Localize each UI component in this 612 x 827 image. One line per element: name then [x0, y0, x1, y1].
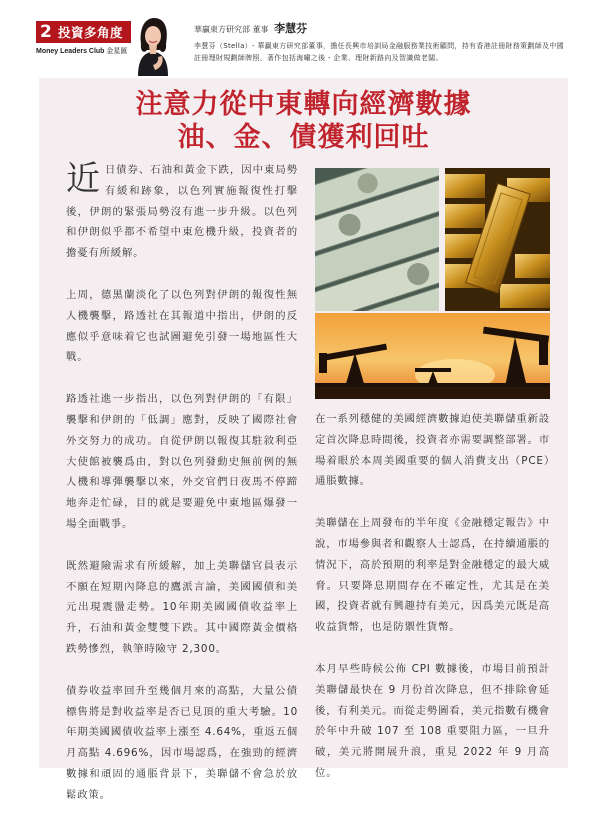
club-name-en: Money Leaders Club [36, 48, 105, 55]
paragraph: 上周，德黑蘭淡化了以色列對伊朗的報復性無人機襲擊，路透社在其報道中指出，伊朗的反應似乎意味着它也試圖避免引發一場地區性大戰。 [66, 288, 298, 364]
paragraph: 既然避險需求有所緩解，加上美聯儲官員表示不願在短期內降息的鷹派言論，美國國債和美元出現震盪走勢。10年期美國國債收益率上升，石油和黃金雙雙下跌。其中國際黃金價格跌勢慘烈，執筆時險守 2,300。 [66, 559, 298, 655]
oil-pumps-photo [315, 313, 550, 399]
right-column [315, 409, 550, 805]
banknotes-photo [315, 168, 439, 311]
author-bio: 李慧芬（Stella）- 華贏東方研究部董事，擔任長興市培訓局金融服務業技術顧問，持有香港註冊財務策劃師及中國註冊理財規劃師牌照，著作包括海嘯之後 - 企業、理財新路向及智識做老闆。 [194, 42, 564, 62]
author-title: 華贏東方研究部 董事 [194, 25, 269, 34]
paragraph: 在一系列穩健的美國經濟數據迫使美聯儲重新設定首次降息時間後，投資者亦需要調整部署。市場着眼於本周美國重要的個人消費支出（PCE）通脹數據。 [315, 413, 551, 488]
section-number: 2 [40, 22, 52, 42]
paragraph: 債券收益率回升至幾個月來的高點，大量公債標售將是對收益率是否已見頂的重大考驗。10 年期美國國債收益率上漲至 4.64%，重返五個月高點 4.696%，因市場認爲，在強勁的經濟數據和頑固的通脹背景下，美聯儲不會急於放鬆政策。 [66, 684, 298, 801]
author-line [194, 20, 564, 36]
section-title: 投資多角度 [58, 25, 124, 40]
gold-bars-photo [445, 168, 550, 311]
section-tag [36, 21, 134, 43]
headline-line-1: 注意力從中東轉向經濟數據 [135, 89, 472, 120]
author-portrait [131, 14, 175, 76]
drop-cap: 近 [66, 159, 101, 199]
club-name-zh: 金星匯 [106, 48, 128, 55]
paragraph [66, 160, 298, 264]
left-column [66, 160, 298, 827]
page-header [0, 0, 612, 80]
author-name: 李慧芬 [274, 22, 308, 35]
club-name [36, 46, 127, 56]
paragraph: 路透社進一步指出，以色列對伊朗的「有限」襲擊和伊朗的「低調」應對，反映了國際社會外交努力的成功。自從伊朗以報復其駐敘利亞大使館被襲爲由，對以色列發動史無前例的無人機和導彈襲擊以來，外交官們日夜馬不停蹄地奔走忙碌，目的就是要避免中東地區爆發一場全面戰爭。 [66, 393, 298, 530]
paragraph-text: 日債券、石油和黃金下跌，因中東局勢有緩和跡象，以色列實施報復性打擊後，伊朗的緊張局勢沒有進一步升級。以色列和伊朗似乎都不希望中東危機升級，投資者的擔憂有所緩解。 [66, 164, 298, 260]
article-headline [39, 88, 568, 154]
headline-line-2: 油、金、債獲利回吐 [177, 122, 430, 153]
paragraph: 美聯儲在上周發布的半年度《金融穩定報告》中說，市場參與者和觀察人士認爲，在持續通脹的情況下，高於預期的利率是對金融穩定的最大威脅。只要降息期間存在不確定性，尤其是在美國，投資者就有興趣持有美元，因爲美元既是高收益貨幣，也是防禦性貨幣。 [315, 517, 551, 634]
author-info [194, 20, 564, 64]
paragraph: 本月早些時候公佈 CPI 數據後，市場目前預計美聯儲最快在 9 月份首次降息，但不排除會延後，有利美元。而從走勢圖看，美元指數有機會於年中升破 107 至 108 重要阻力區，一旦升破，美元將開展升浪，重見 2022 年 9 月高位。 [315, 662, 551, 779]
